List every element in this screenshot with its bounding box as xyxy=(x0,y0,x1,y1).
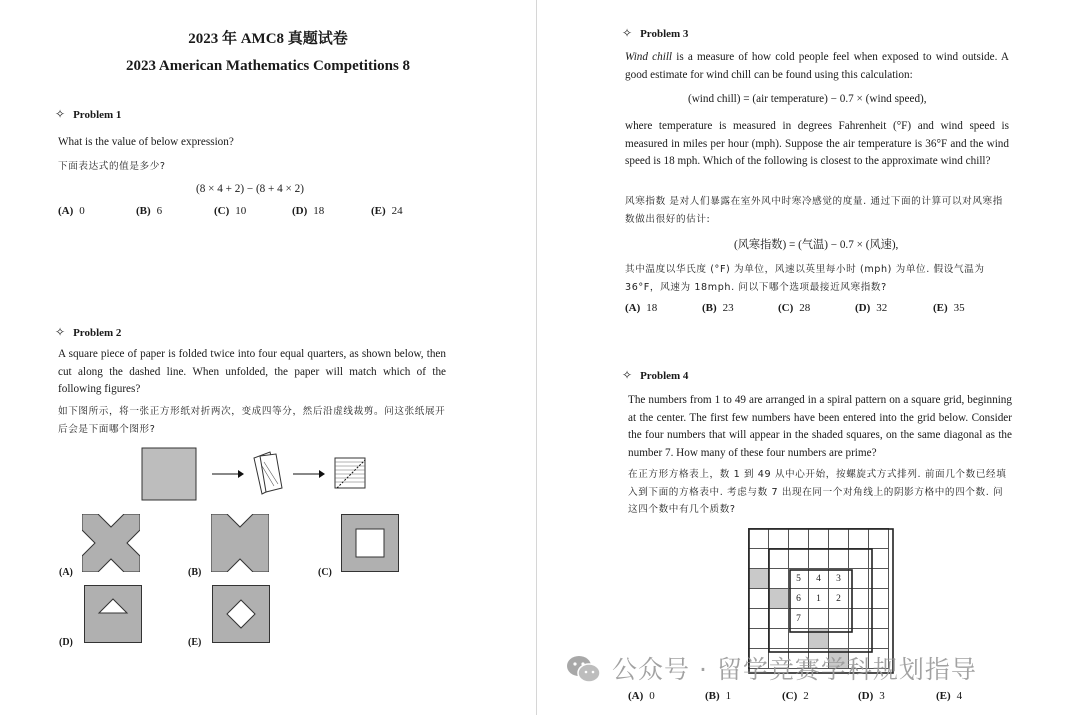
diamond-icon: ✧ xyxy=(55,107,66,121)
grid-row xyxy=(749,589,889,609)
diamond-icon: ✧ xyxy=(55,325,66,339)
left-page xyxy=(0,0,536,715)
grid-row xyxy=(749,549,889,569)
option-e: (E) 4 xyxy=(936,690,963,702)
option-a: (A) 18 xyxy=(625,302,658,314)
shaded-cell xyxy=(809,629,829,649)
grid-row xyxy=(749,529,889,549)
figure-d-label: (D) xyxy=(59,637,73,648)
option-d: (D) 32 xyxy=(855,302,888,314)
figure-a xyxy=(82,514,140,572)
option-a: (A) 0 xyxy=(58,205,85,217)
figure-b-label: (B) xyxy=(188,567,202,578)
grid-cell: 2 xyxy=(829,589,849,609)
figure-d xyxy=(84,585,142,643)
figure-e xyxy=(212,585,270,643)
figure-a-label: (A) xyxy=(59,567,73,578)
problem-2-heading: ✧ Problem 2 xyxy=(55,325,122,339)
problem-3-equation: (wind chill) = (air temperature) − 0.7 × (wind speed), xyxy=(688,93,927,105)
figure-b xyxy=(211,514,269,572)
problem-1-text-en: What is the value of below expression? xyxy=(58,136,234,148)
option-e: (E) 35 xyxy=(933,302,965,314)
problem-3-equation-cn: (风寒指数) = (气温) − 0.7 × (风速), xyxy=(734,239,899,251)
watermark-text: 公众号 · 留学竞赛学科规划指导 xyxy=(612,655,977,684)
option-d: (D) 3 xyxy=(858,690,885,702)
grid-cell: 6 xyxy=(789,589,809,609)
grid-cell: 1 xyxy=(809,589,829,609)
diamond-icon: ✧ xyxy=(622,368,633,382)
figure-c-label: (C) xyxy=(318,567,332,578)
option-a: (A) 0 xyxy=(628,690,655,702)
fold-sequence-figure xyxy=(140,446,370,502)
problem-3-text-en-2: where temperature is measured in degrees Fahrenheit (°F) and wind speed is measured in miles per hour (mph). Suppose the air temperature is 36°F and the wind speed is 18 mph. Which of the following is closest to the approximate wind chill? xyxy=(625,120,1009,167)
diamond-icon: ✧ xyxy=(622,26,633,40)
option-b: (B) 23 xyxy=(702,302,734,314)
grid-cell: 3 xyxy=(829,569,849,589)
title-cn: 2023 年 AMC8 真题试卷 xyxy=(188,31,348,47)
grid-cell: 4 xyxy=(809,569,829,589)
problem-4-heading: ✧ Problem 4 xyxy=(622,368,689,382)
problem-3-text-cn: 风寒指数 是对人们暴露在室外风中时寒冷感觉的度量. 通过下面的计算可以对风寒指数做出很好的估计: xyxy=(625,196,1003,225)
grid-row xyxy=(749,609,889,629)
grid-row xyxy=(749,569,889,589)
problem-4-text-cn: 在正方形方格表上，数 1 到 49 从中心开始，按螺旋式方式排列. 前面几个数已经填入到下面的方格表中. 考虑与数 7 出现在同一个对角线上的阴影方格中的四个数. 问这四个数中有几个质数? xyxy=(628,469,1007,515)
page-divider xyxy=(536,0,537,715)
option-b: (B) 6 xyxy=(136,205,163,217)
option-c: (C) 28 xyxy=(778,302,811,314)
problem-1-equation: (8 × 4 + 2) − (8 + 4 × 2) xyxy=(196,183,304,195)
problem-1-text-cn: 下面表达式的值是多少? xyxy=(58,161,166,172)
problem-2-text-cn: 如下图所示，将一张正方形纸对折两次，变成四等分，然后沿虚线裁剪。问这张纸展开后会是下面哪个图形? xyxy=(58,406,446,435)
problem-3-text-cn-2: 其中温度以华氏度 (°F) 为单位，风速以英里每小时 (mph) 为单位. 假设气温为 36°F，风速为 18mph. 问以下哪个选项最接近风寒指数? xyxy=(625,264,985,293)
figure-c xyxy=(341,514,399,572)
figure-e-label: (E) xyxy=(188,637,202,648)
shaded-cell xyxy=(749,569,769,589)
option-c: (C) 10 xyxy=(214,205,247,217)
option-b: (B) 1 xyxy=(705,690,732,702)
problem-3-heading: ✧ Problem 3 xyxy=(622,26,689,40)
grid-cell: 7 xyxy=(789,609,809,629)
option-e: (E) 24 xyxy=(371,205,403,217)
grid-row xyxy=(749,629,889,649)
shaded-cell xyxy=(769,589,789,609)
grid-cell: 5 xyxy=(789,569,809,589)
option-d: (D) 18 xyxy=(292,205,325,217)
wind-chill-term: Wind chill xyxy=(625,51,673,63)
wechat-icon xyxy=(565,654,603,684)
problem-3-text-en: Wind chill is a measure of how cold people feel when exposed to wind outside. A good estimate for wind chill can be found using this calculation: xyxy=(625,51,1009,81)
title-en: 2023 American Mathematics Competitions 8 xyxy=(125,58,411,74)
option-c: (C) 2 xyxy=(782,690,809,702)
problem-4-text-en: The numbers from 1 to 49 are arranged in a spiral pattern on a square grid, beginning at the center. The first few numbers have been entered into the grid below. Consider the four numbers that will appear in the shaded squares, on the same diagonal as the number 7. How many of these four numbers are prime? xyxy=(628,394,1012,459)
problem-2-text-en: A square piece of paper is folded twice into four equal quarters, as shown below, then cut along the dashed line. When unfolded, the paper will match which of the following figures? xyxy=(58,348,446,395)
spiral-grid xyxy=(748,528,889,669)
problem-1-heading: ✧ Problem 1 xyxy=(55,107,122,121)
